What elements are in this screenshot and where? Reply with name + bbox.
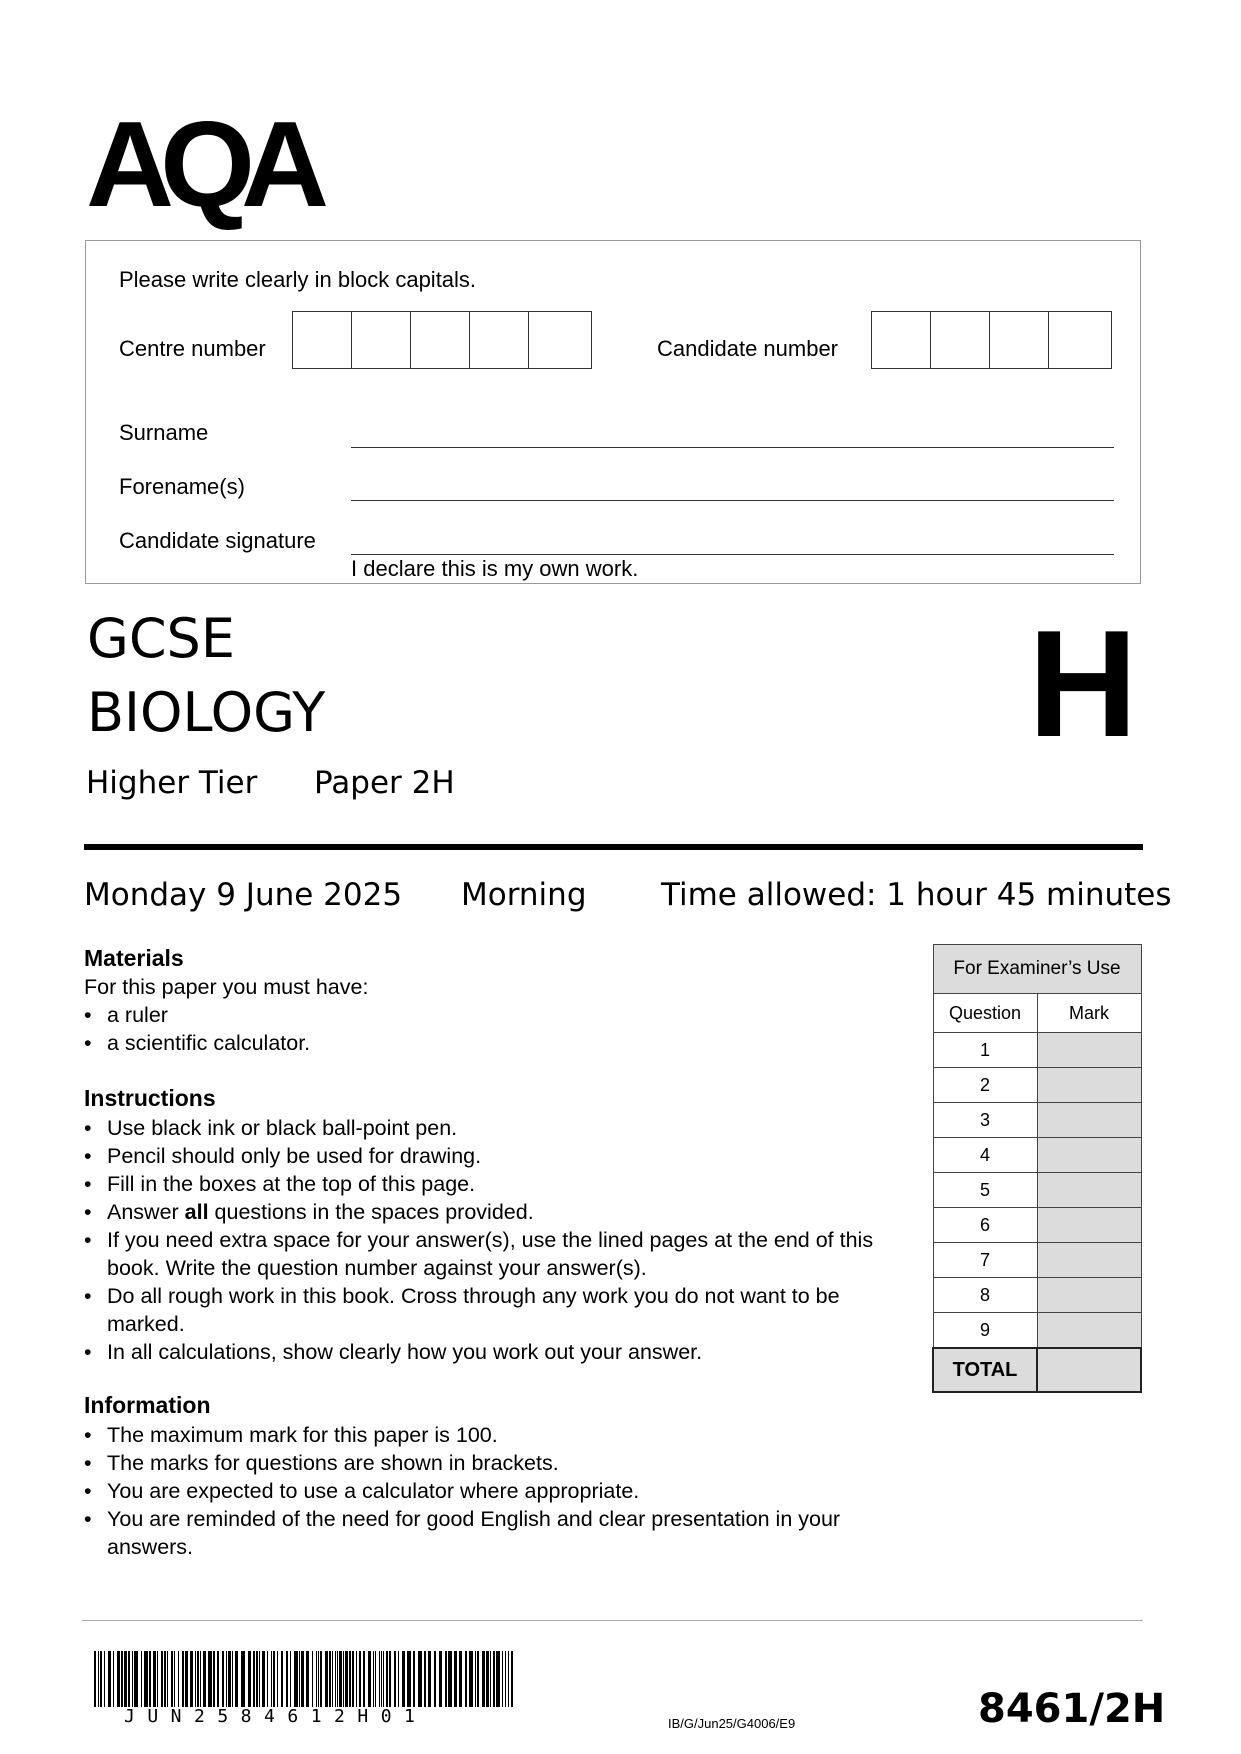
mark-cell[interactable] (1037, 1173, 1141, 1208)
centre-number-box[interactable] (293, 312, 352, 368)
table-row (933, 1208, 1141, 1243)
paper-code: 8461/2H (978, 1686, 1166, 1732)
mark-cell[interactable] (1037, 1068, 1141, 1103)
centre-number-box[interactable] (470, 312, 529, 368)
list-item: • In all calculations, show clearly how you work out your answer. (84, 1338, 914, 1366)
list-item: • a scientific calculator. (84, 1029, 904, 1057)
examiner-use-table (932, 944, 1142, 1393)
forenames-line[interactable] (351, 500, 1114, 501)
surname-label: Surname (119, 420, 209, 445)
exam-date: Monday 9 June 2025 (84, 877, 403, 913)
total-row (933, 1348, 1141, 1392)
information-list (84, 1421, 844, 1561)
block-capitals-instruction: Please write clearly in block capitals. (119, 267, 477, 292)
paper-reference: IB/G/Jun25/G4006/E9 (668, 1716, 796, 1731)
question-number: 5 (933, 1173, 1037, 1208)
candidate-number-label: Candidate number (657, 336, 839, 361)
list-item: • Do all rough work in this book. Cross through any work you do not want to be marked. (84, 1282, 857, 1338)
question-number: 3 (933, 1103, 1037, 1138)
list-item: • Use black ink or black ball-point pen. (84, 1114, 914, 1142)
mark-cell[interactable] (1037, 1033, 1141, 1068)
signature-label: Candidate signature (119, 528, 316, 553)
candidate-number-box[interactable] (872, 312, 931, 368)
candidate-number-box[interactable] (931, 312, 990, 368)
instructions-heading: Instructions (84, 1085, 216, 1111)
table-row (933, 1068, 1141, 1103)
candidate-number-boxes[interactable] (871, 311, 1112, 369)
table-row (933, 1033, 1141, 1068)
mark-cell[interactable] (1037, 1243, 1141, 1278)
materials-heading: Materials (84, 945, 184, 971)
mark-cell[interactable] (1037, 1278, 1141, 1313)
candidate-number-box[interactable] (990, 312, 1049, 368)
declaration-text: I declare this is my own work. (351, 556, 639, 581)
mark-cell[interactable] (1037, 1208, 1141, 1243)
exam-session: Morning (461, 877, 587, 913)
list-item: • Pencil should only be used for drawing. (84, 1142, 914, 1170)
materials-intro: For this paper you must have: (84, 975, 369, 999)
aqa-logo: AQA (86, 96, 316, 232)
list-item: • Fill in the boxes at the top of this page. (84, 1170, 914, 1198)
table-row (933, 1173, 1141, 1208)
table-row (933, 1138, 1141, 1173)
forenames-label: Forename(s) (119, 474, 245, 499)
signature-line[interactable] (351, 554, 1114, 555)
centre-number-box[interactable] (411, 312, 470, 368)
examiner-use-title: For Examiner’s Use (933, 945, 1141, 994)
question-number: 8 (933, 1278, 1037, 1313)
mark-cell[interactable] (1037, 1138, 1141, 1173)
list-item: • a ruler (84, 1001, 904, 1029)
total-mark-cell[interactable] (1037, 1348, 1141, 1392)
mark-cell[interactable] (1037, 1313, 1141, 1349)
footer-divider (82, 1620, 1143, 1621)
list-item: • The maximum mark for this paper is 100. (84, 1421, 844, 1449)
tier-letter: H (1028, 599, 1138, 769)
time-allowed: Time allowed: 1 hour 45 minutes (661, 877, 1172, 913)
question-number: 2 (933, 1068, 1037, 1103)
materials-list (84, 1001, 904, 1057)
table-row (933, 1103, 1141, 1138)
answer-all-post: questions in the spaces provided. (208, 1200, 534, 1224)
tier-label: Higher Tier (86, 765, 258, 801)
barcode (94, 1651, 518, 1707)
table-row (933, 1243, 1141, 1278)
answer-all-bold: all (184, 1200, 209, 1224)
candidate-number-box[interactable] (1049, 312, 1108, 368)
table-row (933, 1313, 1141, 1349)
surname-line[interactable] (351, 447, 1114, 448)
list-item: • The marks for questions are shown in brackets. (84, 1449, 844, 1477)
paper-label: Paper 2H (314, 765, 455, 801)
centre-number-boxes[interactable] (292, 311, 592, 369)
barcode-text: JUN2584612H01 (124, 1706, 428, 1727)
mark-cell[interactable] (1037, 1103, 1141, 1138)
instructions-list (84, 1114, 914, 1366)
question-number: 9 (933, 1313, 1037, 1349)
question-column-header: Question (933, 994, 1037, 1033)
subject-title: BIOLOGY (87, 681, 326, 744)
mark-column-header: Mark (1037, 994, 1141, 1033)
question-number: 6 (933, 1208, 1037, 1243)
list-item (84, 1198, 914, 1226)
answer-all-pre: Answer (107, 1200, 185, 1224)
title-divider (84, 844, 1143, 850)
centre-number-label: Centre number (119, 336, 266, 361)
centre-number-box[interactable] (529, 312, 588, 368)
total-label: TOTAL (933, 1348, 1037, 1392)
question-number: 1 (933, 1033, 1037, 1068)
list-item: • You are expected to use a calculator where appropriate. (84, 1477, 844, 1505)
list-item: • If you need extra space for your answer(s), use the lined pages at the end of this book. Write the question number against your answer(s). (84, 1226, 897, 1282)
information-heading: Information (84, 1392, 211, 1418)
qualification-title: GCSE (87, 607, 235, 670)
table-row (933, 1278, 1141, 1313)
list-item: • You are reminded of the need for good English and clear presentation in your answers. (84, 1505, 847, 1561)
centre-number-box[interactable] (352, 312, 411, 368)
question-number: 7 (933, 1243, 1037, 1278)
question-number: 4 (933, 1138, 1037, 1173)
